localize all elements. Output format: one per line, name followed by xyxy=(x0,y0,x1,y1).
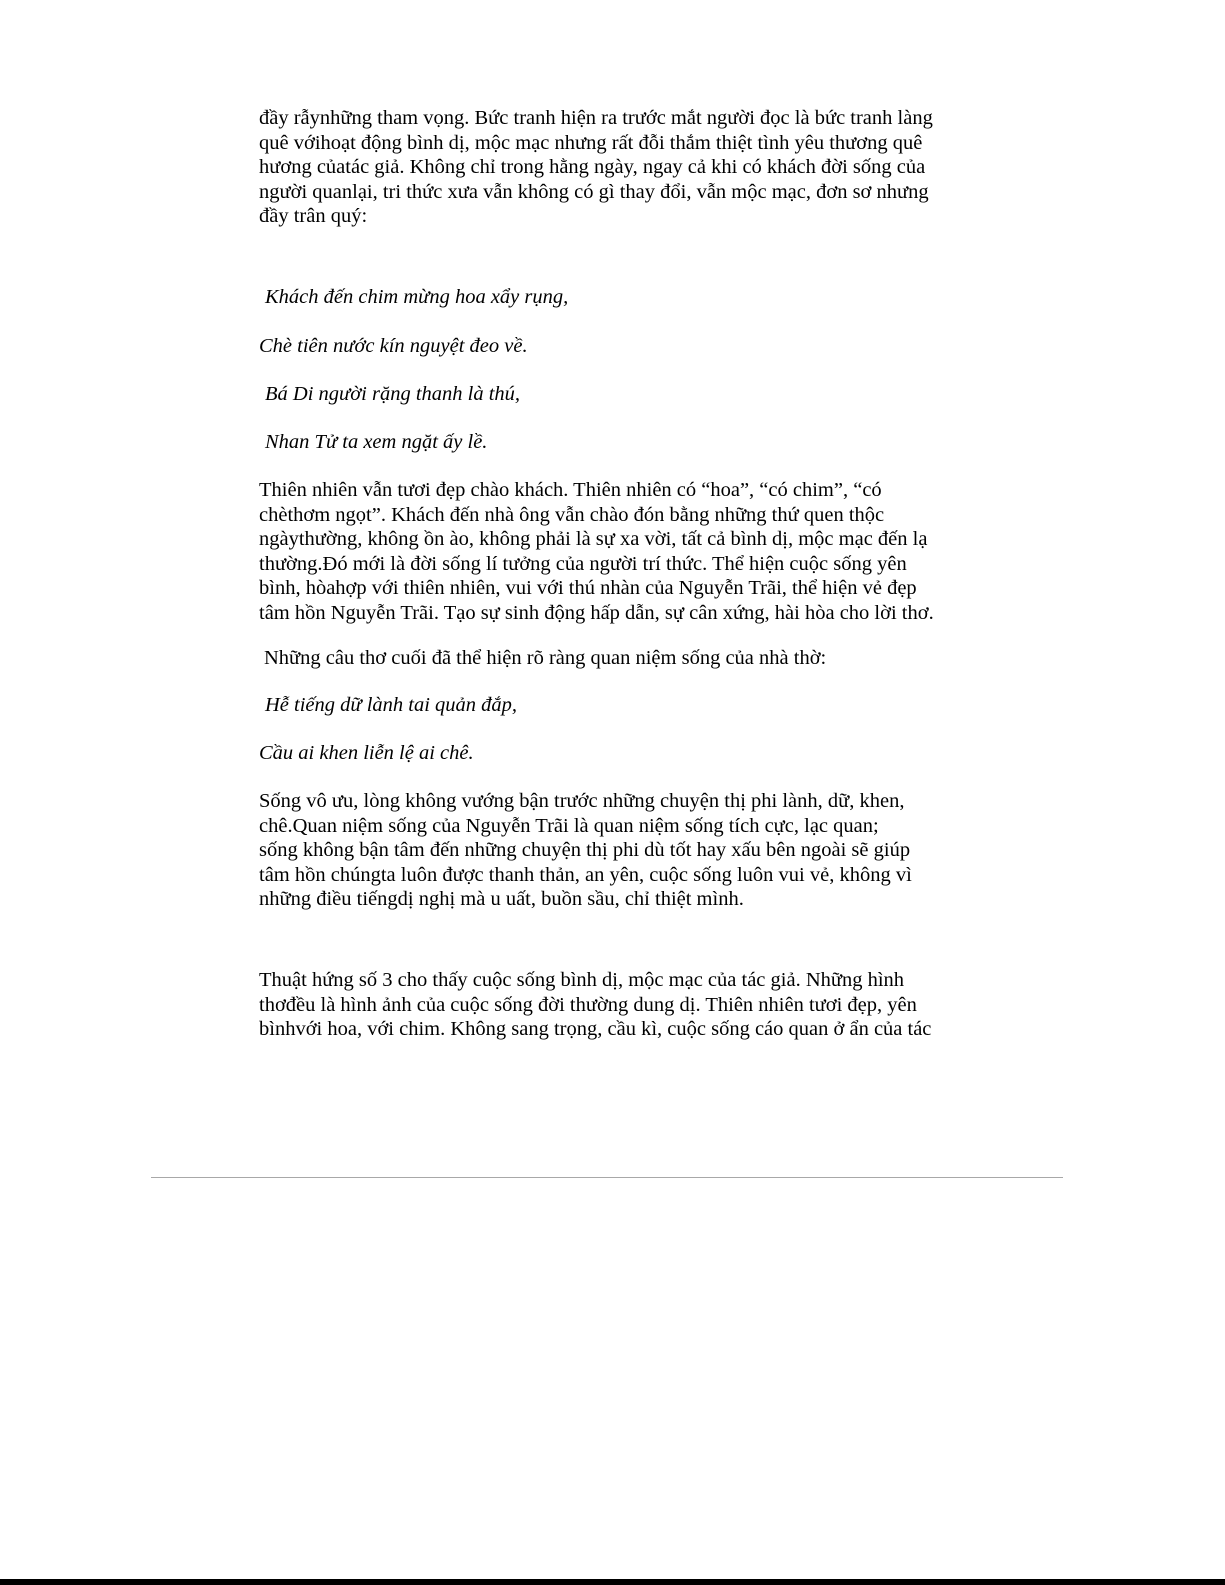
text-line: người quanlại, tri thức xưa vẫn không có gì thay đổi, vẫn mộc mạc, đơn sơ nhưng xyxy=(259,180,929,203)
text-line: tâm hồn chúngta luôn được thanh thản, an yên, cuộc sống luôn vui vẻ, không vì xyxy=(259,863,912,886)
paragraph-conclusion xyxy=(259,968,959,1042)
text-line: ngàythường, không ồn ào, không phải là sự xa vời, tất cả bình dị, mộc mạc đến lạ xyxy=(259,528,928,550)
text-line: thơđều là hình ảnh của cuộc sống đời thường dung dị. Thiên nhiên tươi đẹp, yên xyxy=(259,993,917,1016)
poem-verse-1: Khách đến chim mừng hoa xẩy rụng, xyxy=(265,286,569,308)
text-line: quê vớihoạt động bình dị, mộc mạc nhưng rất đỗi thắm thiệt tình yêu thương quê xyxy=(259,131,923,154)
text-line: đầy trân quý: xyxy=(259,205,368,227)
paragraph-analysis xyxy=(259,478,959,625)
text-line: đầy rẫynhững tham vọng. Bức tranh hiện ra trước mắt người đọc là bức tranh làng xyxy=(259,107,933,129)
text-line: thường.Đó mới là đời sống lí tưởng của người trí thức. Thể hiện cuộc sống yên xyxy=(259,552,907,575)
text-line: bìnhvới hoa, với chim. Không sang trọng, cầu kì, cuộc sống cáo quan ở ẩn của tác xyxy=(259,1018,932,1040)
text-line: Thuật hứng số 3 cho thấy cuộc sống bình dị, mộc mạc của tác giả. Những hình xyxy=(259,969,905,991)
text-line: chê.Quan niệm sống của Nguyễn Trãi là quan niệm sống tích cực, lạc quan; xyxy=(259,814,879,837)
text-line: hương củatác giả. Không chỉ trong hằng ngày, ngay cả khi có khách đời sống của xyxy=(259,156,926,178)
paragraph-transition: Những câu thơ cuối đã thể hiện rõ ràng quan niệm sống của nhà thờ: xyxy=(264,647,827,669)
poem-verse-3: Bá Di người rặng thanh là thú, xyxy=(265,383,521,405)
poem-verse-4: Nhan Tử ta xem ngặt ấy lề. xyxy=(265,431,488,453)
paragraph-intro xyxy=(259,106,959,229)
paragraph-philosophy xyxy=(259,789,959,912)
text-line: những điều tiếngdị nghị mà u uất, buồn sầu, chỉ thiệt mình. xyxy=(259,888,744,910)
text-line: sống không bận tâm đến những chuyện thị phi dù tốt hay xấu bên ngoài sẽ giúp xyxy=(259,839,911,861)
page-divider xyxy=(151,1177,1063,1178)
text-line: bình, hòahợp với thiên nhiên, vui với thú nhàn của Nguyễn Trãi, thể hiện vẻ đẹp xyxy=(259,577,917,599)
text-line: tâm hồn Nguyễn Trãi. Tạo sự sinh động hấp dẫn, sự cân xứng, hài hòa cho lời thơ. xyxy=(259,601,934,624)
text-line: Sống vô ưu, lòng không vướng bận trước những chuyện thị phi lành, dữ, khen, xyxy=(259,790,905,812)
text-line: chèthơm ngọt”. Khách đến nhà ông vẫn chào đón bằng những thứ quen thộc xyxy=(259,503,885,526)
text-line: Thiên nhiên vẫn tươi đẹp chào khách. Thiên nhiên có “hoa”, “có chim”, “có xyxy=(259,479,882,501)
poem-verse-5: Hễ tiếng dữ lành tai quản đắp, xyxy=(265,694,518,716)
page-bottom-edge xyxy=(0,1579,1225,1585)
poem-verse-6: Cầu ai khen liễn lệ ai chê. xyxy=(259,742,474,764)
poem-verse-2: Chè tiên nước kín nguyệt đeo về. xyxy=(259,335,528,357)
